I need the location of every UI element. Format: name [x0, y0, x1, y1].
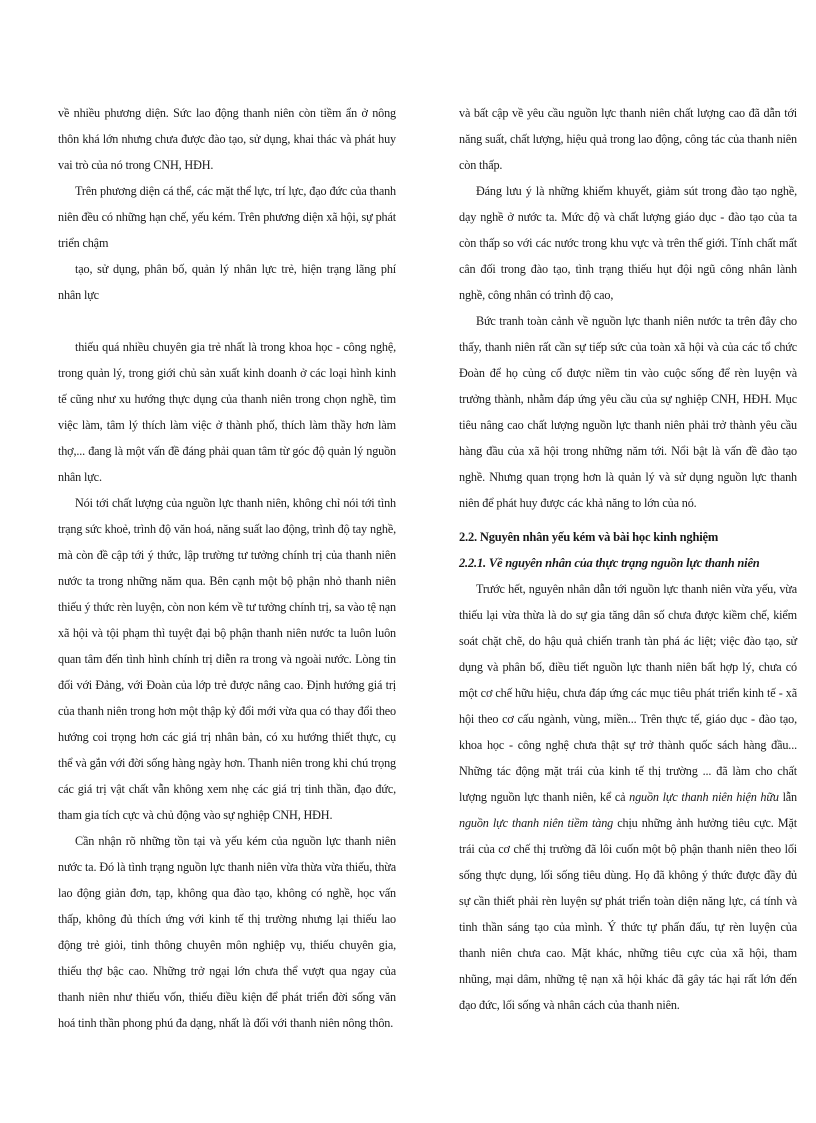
- right-column: [459, 100, 797, 1018]
- left-paragraph-5: Nói tới chất lượng của nguồn lực thanh niên, không chỉ nói tới tình trạng sức khoẻ, trình độ văn hoá, năng suất lao động, trình độ tay nghề, mà còn đề cập tới ý thức, lập trường tư tưởng chính trị của thanh niên nước ta trong những năm qua. Bên cạnh một bộ phận nhỏ thanh niên thiếu ý thức rèn luyện, còn non kém về tư tưởng chính trị, sa vào tệ nạn xã hội và tội phạm thì tuyệt đại bộ phận thanh niên nước ta luôn luôn quan tâm đến tình hình chính trị diễn ra trong và ngoài nước. Lòng tin đối với Đảng, với Đoàn của lớp trẻ được nâng cao. Định hướng giá trị của thanh niên trong hơn một thập kỷ đổi mới vừa qua có thay đổi theo hướng coi trọng hơn các giá trị nhân bản, có xu hướng thiết thực, cụ thể và gắn với đời sống hàng ngày hơn. Thanh niên trong khi chú trọng các giá trị vật chất vẫn không xem nhẹ các giá trị tinh thần, đạo đức, tham gia tích cực và chủ động vào sự nghiệp CNH, HĐH.: [58, 496, 396, 822]
- left-column: [58, 100, 396, 1036]
- right-paragraph-1: và bất cập về yêu cầu nguồn lực thanh niên chất lượng cao đã dẫn tới năng suất, chất lượng, hiệu quả trong lao động, công tác của thanh niên còn thấp.: [459, 106, 797, 172]
- italic-term-potential: nguồn lực thanh niên tiềm tàng: [459, 816, 614, 830]
- right-paragraph-4-part-b: lẫn: [778, 790, 798, 804]
- left-paragraph-3: tạo, sử dụng, phân bố, quản lý nhân lực trẻ, hiện trạng lãng phí nhân lực: [58, 262, 396, 302]
- left-paragraph-6: Cần nhận rõ những tồn tại và yếu kém của nguồn lực thanh niên nước ta. Đó là tình trạng nguồn lực thanh niên vừa thừa vừa thiếu, thừa lao động giản đơn, tạp, không qua đào tạo, không có nghề, học vấn thấp, không đủ thích ứng với kinh tế thị trường nhưng lại thiếu lao động trẻ giỏi, tinh thông chuyên môn nghiệp vụ, thiếu chuyên gia, thiếu thợ bậc cao. Những trở ngại lớn chưa thể vượt qua ngay của thanh niên như thiếu vốn, thiếu điều kiện để phát triển đời sống văn hoá tinh thần phong phú đa dạng, nhất là đối với thanh niên nông thôn.: [58, 834, 396, 1030]
- right-paragraph-4-part-c: chịu những ảnh hưởng tiêu cực. Mặt trái của cơ chế thị trường đã lôi cuốn một bộ phận thanh niên theo lối sống thực dụng, lối sống tiêu dùng. Họ đã không ý thức được đầy đủ sự cần thiết phải rèn luyện sự phát triển toàn diện năng lực, cá tính và tinh thần sáng tạo của mình. Ý thức tự phấn đấu, tự rèn luyện của thanh niên chưa cao. Mặt khác, những tiêu cực của xã hội, tham nhũng, mại dâm, những tệ nạn xã hội khác đã gây tác hại rất lớn đến đạo đức, lối sống và nhân cách của thanh niên.: [459, 816, 797, 1012]
- right-paragraph-4-part-a: Trước hết, nguyên nhân dẫn tới nguồn lực thanh niên vừa yếu, vừa thiếu lại vừa thừa là do sự gia tăng dân số chưa được kiềm chế, kiểm soát chặt chẽ, do hậu quả chiến tranh tàn phá ác liệt; việc đào tạo, sử dụng và phân bố, điều tiết nguồn lực thanh niên bất hợp lý, chưa có một cơ chế hữu hiệu, chưa đáp ứng các mục tiêu phát triển kinh tế - xã hội theo cơ cấu ngành, vùng, miền... Trên thực tế, giáo dục - đào tạo, khoa học - công nghệ chưa thật sự trở thành quốc sách hàng đầu... Những tác động mặt trái của kinh tế thị trường ... đã làm cho chất lượng nguồn lực thanh niên, kể cả: [459, 582, 797, 804]
- right-paragraph-2: Đáng lưu ý là những khiếm khuyết, giảm sút trong đào tạo nghề, dạy nghề ở nước ta. Mức độ và chất lượng giáo dục - đào tạo của ta còn thấp so với các nước trong khu vực và trên thế giới. Tính chất mất cân đối trong đào tạo, tình trạng thiếu hụt đội ngũ công nhân lành nghề, công nhân có trình độ cao,: [459, 184, 797, 302]
- left-paragraph-2: Trên phương diện cá thể, các mặt thể lực, trí lực, đạo đức của thanh niên đều có những hạn chế, yếu kém. Trên phương diện xã hội, sự phát triển chậm: [58, 184, 396, 250]
- italic-term-existing: nguồn lực thanh niên hiện hữu: [629, 790, 779, 804]
- right-paragraph-4: [459, 576, 797, 1018]
- subsection-heading: 2.2.1. Về nguyên nhân của thực trạng nguồn lực thanh niên: [459, 556, 760, 570]
- left-paragraph-4: thiếu quá nhiều chuyên gia trẻ nhất là trong khoa học - công nghệ, trong quản lý, trong giới chủ sản xuất kinh doanh ở các loại hình kinh tế cũng như xu hướng thực dụng của thanh niên trong chọn nghề, tìm việc làm, tâm lý thích làm việc ở thành phố, thích làm thầy hơn làm thợ,... đang là một vấn đề đáng phải quan tâm từ góc độ quản lý nguồn nhân lực.: [58, 340, 396, 484]
- left-paragraph-1: về nhiều phương diện. Sức lao động thanh niên còn tiềm ẩn ở nông thôn khá lớn nhưng chưa được đào tạo, sử dụng, khai thác và phát huy vai trò của nó trong CNH, HĐH.: [58, 106, 396, 172]
- section-heading: 2.2. Nguyên nhân yếu kém và bài học kinh nghiệm: [459, 530, 719, 544]
- paragraph-gap: [58, 308, 396, 334]
- right-paragraph-3: Bức tranh toàn cảnh về nguồn lực thanh niên nước ta trên đây cho thấy, thanh niên rất cần sự tiếp sức của toàn xã hội và của các tổ chức Đoàn để họ củng cố được niềm tin vào cuộc sống để rèn luyện và trưởng thành, nhằm đáp ứng yêu cầu của sự nghiệp CNH, HĐH. Mục tiêu nâng cao chất lượng nguồn lực thanh niên phải trở thành yêu cầu hàng đầu của xã hội trong những năm tới. Nổi bật là vấn đề đào tạo nghề. Nhưng quan trọng hơn là quản lý và sử dụng nguồn lực thanh niên để phát huy được các khả năng to lớn của nó.: [459, 314, 797, 510]
